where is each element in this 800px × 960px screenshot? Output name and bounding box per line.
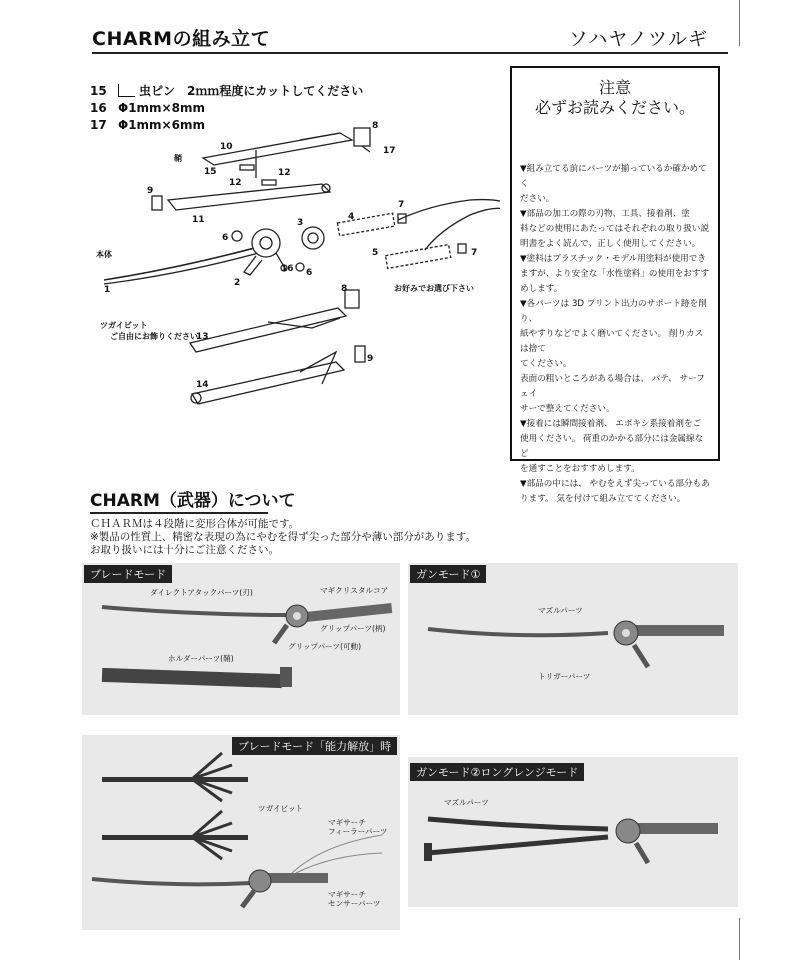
- diagram-number: 7: [398, 200, 405, 210]
- label-okonomi: お好みでお選び下さい: [394, 284, 474, 293]
- diagram-number: 5: [372, 248, 379, 258]
- photo-label: トリガーパーツ: [538, 672, 591, 681]
- diagram-number: 9: [147, 186, 154, 196]
- parts-row: 17 Φ1mm×6mm: [90, 118, 205, 132]
- diagram-number: 10: [220, 142, 233, 152]
- diagram-number: 12: [278, 168, 291, 178]
- photo-release-mode: [82, 735, 400, 930]
- notice-body: ▼組み立てる前にパーツが揃っているか確かめてく ださい。 ▼部品の加工の際の刃物、工具、接着剤、塗 料などの使用にあたってはそれぞれの取り扱い説 明書をよく読んで、正しく使用してください。 ▼塗料はプラスチック・モデル用塗料が使用でき ますが、より安全な「水性塗料」の使用をおすす めします。 ▼各パーツは 3D プリント出力のサポート跡を削り、 紙やすりなどでよく磨いてください。 削りカスは捨て てください。 表面の粗いところがある場合は、 パテ、 サーフェイ サーで整えてください。 ▼接着には瞬間接着剤、 エポキシ系接着剤をご 使用ください。 荷重のかかる部分には金属線など を通すことをおすすめします。 ▼部品の中には、 やむをえず尖っている部分もあ ります。 気を付けて組み立ててください。: [520, 164, 710, 504]
- section-title: CHARM（武器）について: [90, 491, 296, 511]
- photo-label: グリップパーツ(柄): [320, 624, 386, 633]
- photo-label: ツガイビット: [258, 804, 304, 813]
- photo-tag: ガンモード②ロングレンジモード: [410, 763, 584, 781]
- part-11: [168, 184, 330, 210]
- label-saya: 鞘: [174, 154, 182, 163]
- diagram-number: 1: [104, 285, 111, 295]
- photo-tag: ガンモード①: [410, 565, 486, 583]
- part-3-core: [302, 227, 324, 249]
- edge-mark-top: [739, 0, 740, 46]
- diagram-number: 17: [383, 146, 396, 156]
- photo-label: マズルパーツ: [444, 798, 489, 807]
- page-title: CHARMの組み立て: [92, 28, 271, 50]
- part-14: [192, 362, 344, 404]
- photo-label: マギサーチ: [328, 818, 366, 827]
- gun-mode-1-drawing: [408, 563, 738, 715]
- diagram-number: 14: [196, 380, 209, 390]
- photo-gun-mode-1: [408, 563, 738, 715]
- edge-mark-bottom: [739, 918, 740, 960]
- photo-label: マギサーチ: [328, 890, 366, 899]
- assembly-drawing: [0, 0, 500, 440]
- label-jiyuu: ご自由にお飾りください: [110, 332, 198, 341]
- photo-label: ホルダーパーツ(鞘): [168, 654, 234, 663]
- diagram-number: 2: [234, 278, 241, 288]
- page-subtitle: ソハヤノツルギ: [568, 28, 708, 50]
- diagram-number: 15: [204, 167, 217, 177]
- diagram-number: 6: [306, 268, 313, 278]
- diagram-number: 4: [348, 212, 355, 222]
- parts-row: 16 Φ1mm×8mm: [90, 101, 205, 115]
- diagram-number: 13: [196, 332, 209, 342]
- part-2-hub: [252, 229, 280, 257]
- diagram-number: 8: [372, 121, 379, 131]
- assembly-diagram: [0, 0, 500, 440]
- part-5-grip: [385, 245, 450, 269]
- section-rule: [90, 512, 268, 514]
- label-hontai: 本体: [96, 250, 112, 259]
- diagram-number: 6: [222, 233, 229, 243]
- photo-blade-mode: [82, 563, 400, 715]
- notice-title: 注意 必ずお読みください。: [534, 78, 695, 117]
- diagram-number: 3: [297, 218, 304, 228]
- part-8: [354, 128, 370, 146]
- diagram-number: 11: [192, 215, 205, 225]
- diagram-number: 7: [471, 248, 478, 258]
- section-intro: ＣＨＡＲＭは４段階に変形合体が可能です。 ※製品の性質上、精密な表現の為にやむを得ず尖った部分や薄い部分があります。 お取り扱いには十分にご注意ください。: [90, 518, 476, 556]
- photo-tag: ブレードモード「能力解放」時: [232, 737, 397, 755]
- photo-label: マズルパーツ: [538, 606, 583, 615]
- part-9: [152, 196, 162, 210]
- diagram-number: 9: [367, 354, 374, 364]
- diagram-number: 8: [341, 284, 348, 294]
- parts-row: 15 虫ピン 2ｍｍ程度にカットしてください: [90, 84, 364, 98]
- part-1-blade: [104, 246, 262, 280]
- photo-label: ダイレクトアタックパーツ(刃): [150, 588, 253, 597]
- photo-label: フィーラーパーツ: [328, 827, 388, 836]
- diagram-number: 16: [281, 264, 294, 274]
- diagram-number: 12: [229, 178, 242, 188]
- gun-mode-2-drawing: [408, 757, 738, 907]
- photo-gun-mode-2: [408, 757, 738, 907]
- notice-box: [510, 66, 720, 504]
- photo-tag: ブレードモード: [84, 565, 172, 583]
- part-13: [190, 308, 346, 352]
- photo-label: グリップパーツ(可動): [288, 642, 362, 651]
- photo-label: センサーパーツ: [328, 899, 381, 908]
- photo-label: マギクリスタルコア: [320, 586, 389, 595]
- part-4-grip: [337, 213, 394, 236]
- label-tsugaibit: ツガイビット: [100, 321, 148, 330]
